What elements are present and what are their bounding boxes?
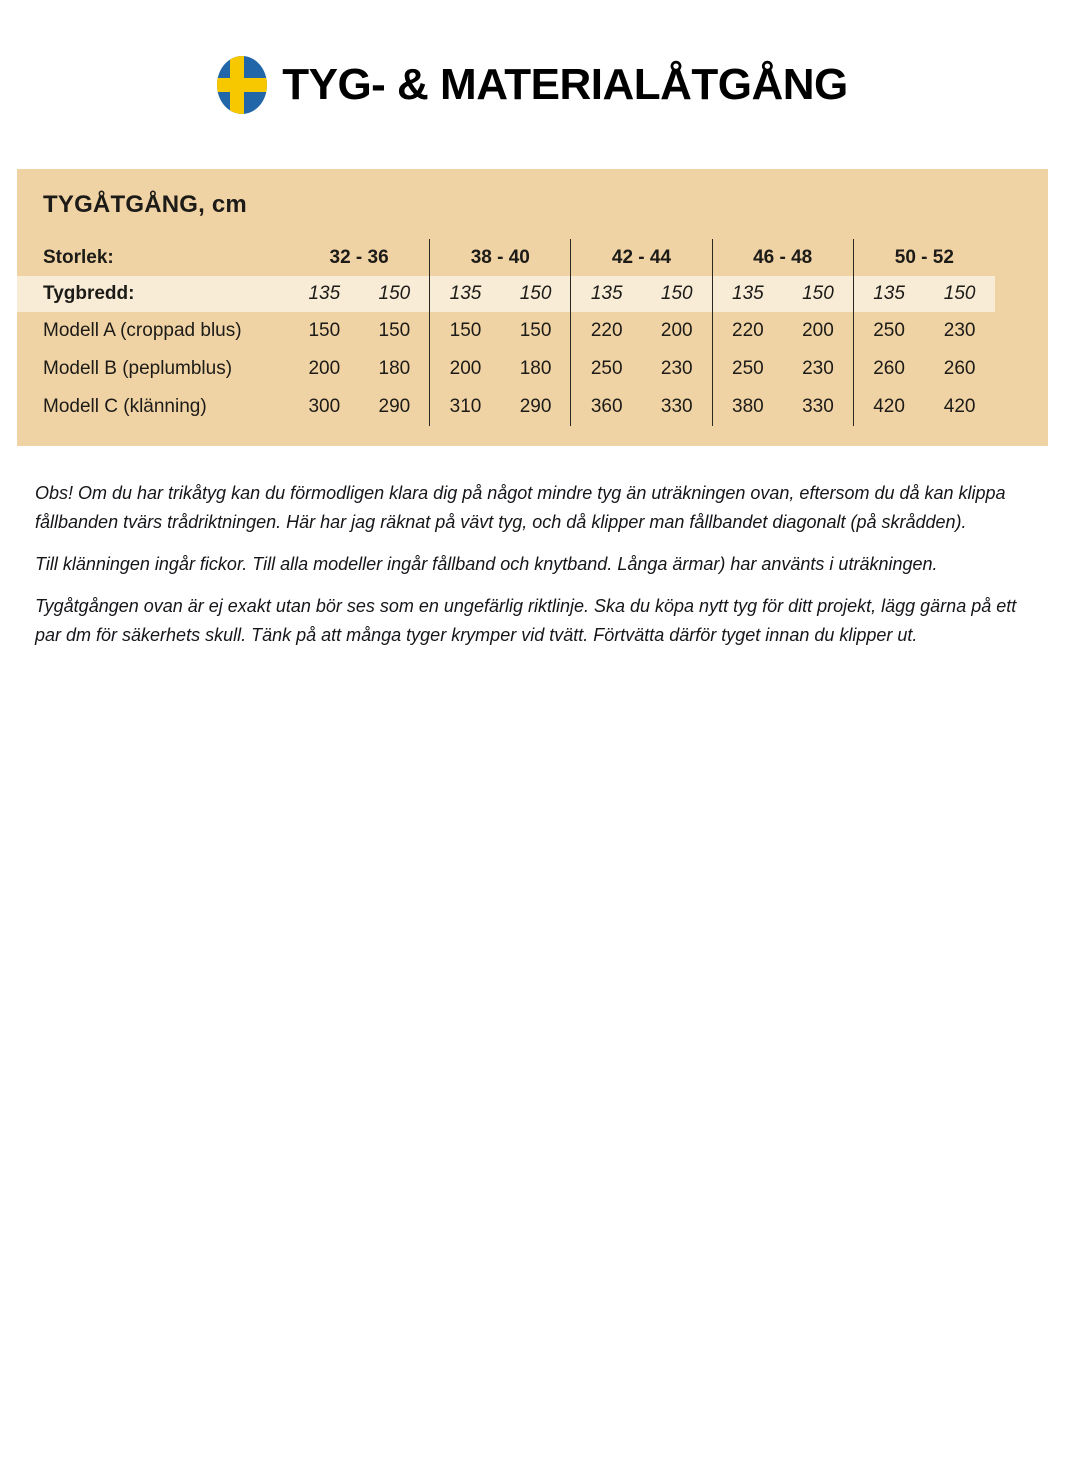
width-row-label: Tygbredd: xyxy=(43,283,135,304)
width-value: 150 xyxy=(943,283,976,304)
width-value: 150 xyxy=(501,276,572,312)
fabric-amount: 330 xyxy=(642,388,713,426)
fabric-amount: 290 xyxy=(501,388,572,426)
fabric-amount: 230 xyxy=(783,350,854,388)
model-row-label: Modell B (peplumblus) xyxy=(43,358,233,379)
page-header xyxy=(0,56,1065,114)
table-row-fabric-width xyxy=(17,276,995,312)
fabric-amount: 200 xyxy=(642,312,713,350)
size-header: 46 - 48 xyxy=(713,239,854,276)
fabric-requirements-panel xyxy=(17,169,1048,446)
fabric-amount: 220 xyxy=(590,320,623,341)
size-row-label: Storlek: xyxy=(43,246,114,268)
fabric-amount: 250 xyxy=(873,320,905,341)
fabric-amount: 180 xyxy=(360,350,431,388)
fabric-amount: 150 xyxy=(360,312,431,350)
fabric-amount: 360 xyxy=(590,396,623,417)
fabric-table xyxy=(17,239,995,426)
width-value: 150 xyxy=(360,276,431,312)
fabric-amount: 200 xyxy=(783,312,854,350)
width-value: 135 xyxy=(449,283,482,304)
fabric-amount: 230 xyxy=(642,350,713,388)
fabric-amount: 260 xyxy=(873,358,905,379)
table-title: TYGÅTGÅNG, cm xyxy=(43,191,247,218)
note-paragraph: Tygåtgången ovan är ej exakt utan bör ses som en ungefärlig riktlinje. Ska du köpa nytt tyg för ditt projekt, lägg gärna på ett par dm för säkerhets skull. Tänk på att många tyger krymper vid tvätt. Förtvätta därför tyget innan du klipper ut. xyxy=(35,596,1017,645)
page-title: TYG- & MATERIALÅTGÅNG xyxy=(282,60,848,109)
model-row-label: Modell A (croppad blus) xyxy=(43,320,242,341)
size-header: 38 - 40 xyxy=(430,239,571,276)
size-header: 50 - 52 xyxy=(894,246,954,268)
table-row-model-a xyxy=(17,312,995,350)
size-header: 32 - 36 xyxy=(289,239,430,276)
note-paragraph: Obs! Om du har trikåtyg kan du förmodligen klara dig på något mindre tyg än uträkningen ovan, eftersom du då kan klippa fållbanden tvärs trådriktningen. Här har jag räknat på vävt tyg, och då klipper man fållbandet diagonalt (på skrådden). xyxy=(35,483,1006,532)
width-value: 135 xyxy=(873,283,905,304)
fabric-amount: 300 xyxy=(308,396,341,417)
fabric-amount: 200 xyxy=(308,358,341,379)
fabric-amount: 150 xyxy=(449,320,482,341)
notes-section xyxy=(35,479,1033,650)
model-row-label: Modell C (klänning) xyxy=(43,396,207,417)
width-value: 150 xyxy=(642,276,713,312)
fabric-amount: 180 xyxy=(501,350,572,388)
swedish-flag-icon xyxy=(217,56,267,114)
table-row-sizes xyxy=(17,239,995,276)
width-value: 135 xyxy=(308,283,341,304)
note-paragraph: Till klänningen ingår fickor. Till alla modeller ingår fållband och knytband. Långa ärmar) har använts i uträkningen. xyxy=(35,554,938,574)
flag-cross-horizontal xyxy=(217,78,267,92)
fabric-amount: 250 xyxy=(732,358,764,379)
fabric-amount: 150 xyxy=(501,312,572,350)
table-row-model-b xyxy=(17,350,995,388)
fabric-amount: 380 xyxy=(732,396,764,417)
fabric-amount: 230 xyxy=(943,320,976,341)
fabric-amount: 420 xyxy=(873,396,905,417)
size-header: 42 - 44 xyxy=(571,239,712,276)
width-value: 150 xyxy=(783,276,854,312)
fabric-amount: 290 xyxy=(360,388,431,426)
fabric-amount: 310 xyxy=(449,396,482,417)
fabric-amount: 220 xyxy=(732,320,764,341)
width-value: 135 xyxy=(732,283,764,304)
fabric-amount: 420 xyxy=(943,396,976,417)
width-value: 135 xyxy=(590,283,623,304)
fabric-amount: 330 xyxy=(783,388,854,426)
fabric-amount: 260 xyxy=(943,358,976,379)
table-row-model-c xyxy=(17,388,995,426)
fabric-amount: 200 xyxy=(449,358,482,379)
fabric-amount: 250 xyxy=(590,358,623,379)
fabric-amount: 150 xyxy=(308,320,341,341)
